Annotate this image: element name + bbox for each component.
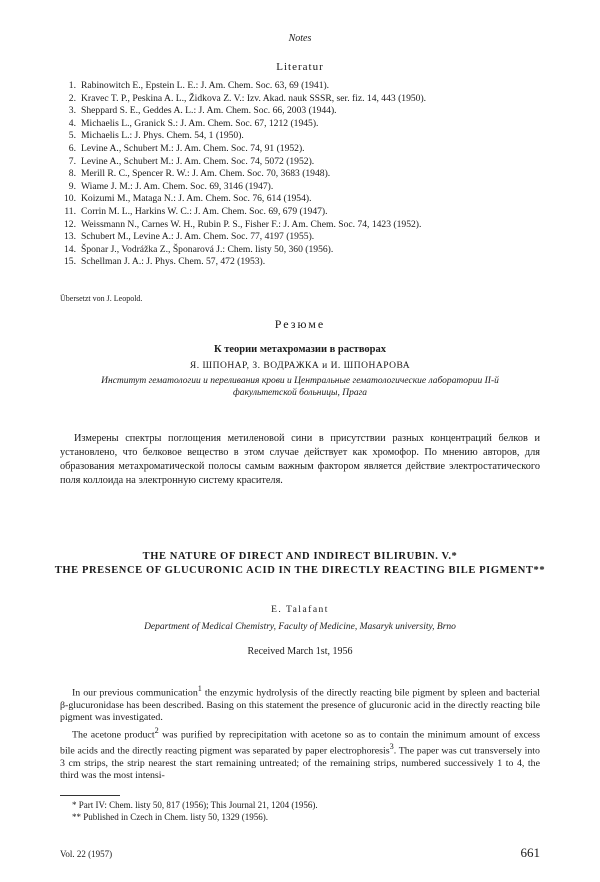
reference-text: Kravec T. P., Peskina A. L., Židkova Z. V.: Izv. Akad. nauk SSSR, ser. fiz. 14, 443 (1950).: [81, 92, 427, 104]
citation-mark: 1: [197, 684, 202, 693]
reference-text: Merill R. C., Spencer R. W.: J. Am. Chem. Soc. 70, 3683 (1948).: [81, 168, 331, 180]
reference-text: Levine A., Schubert M.: J. Am. Chem. Soc. 74, 5072 (1952).: [81, 155, 315, 167]
reference-number: 15.: [64, 256, 76, 268]
footnote-divider: [60, 795, 120, 796]
reference-text: Schubert M., Levine A.: J. Am. Chem. Soc. 77, 4197 (1955).: [81, 231, 315, 243]
reference-number: 12.: [64, 218, 76, 230]
reference-text: Šponar J., Vodrážka Z., Šponarová J.: Chem. listy 50, 360 (1956).: [81, 243, 334, 255]
reference-number: 7.: [68, 155, 76, 167]
reference-item: [60, 118, 560, 131]
footnote: * Part IV: Chem. listy 50, 817 (1956); This Journal 21, 1204 (1956).: [72, 800, 318, 810]
reference-number: 1.: [68, 80, 76, 91]
article-title-line: THE NATURE OF DIRECT AND INDIRECT BILIRUBIN. V.*: [142, 551, 458, 562]
reference-item: [60, 168, 560, 181]
citation-mark: 2: [154, 725, 159, 735]
reference-item: [60, 206, 560, 219]
reference-list: [60, 80, 560, 269]
reference-text: Michaelis L.: J. Phys. Chem. 54, 1 (1950).: [81, 130, 244, 142]
reference-number: 6.: [68, 142, 76, 154]
article-title: [40, 550, 560, 578]
reference-number: 9.: [68, 180, 76, 192]
reference-text: Corrin M. L., Harkins W. C.: J. Am. Chem. Soc. 69, 679 (1947).: [81, 205, 328, 217]
translator-note: Übersetzt von J. Leopold.: [60, 294, 143, 303]
reference-item: [60, 181, 560, 194]
reference-item: [60, 219, 560, 232]
reference-text: Wiame J. M.: J. Am. Chem. Soc. 69, 3146 (1947).: [81, 180, 274, 192]
reference-text: Rabinowitch E., Epstein L. E.: J. Am. Chem. Soc. 63, 69 (1941).: [81, 80, 330, 91]
page-number: 661: [520, 845, 540, 860]
reference-text: Sheppard S. E., Geddes A. L.: J. Am. Chem. Soc. 66, 2003 (1944).: [81, 105, 337, 117]
reference-number: 11.: [64, 205, 76, 217]
journal-volume: Vol. 22 (1957): [60, 849, 113, 859]
reference-text: Schellman J. A.: J. Phys. Chem. 57, 472 (1953).: [81, 256, 266, 268]
reference-item: [60, 256, 560, 269]
reference-item: [60, 80, 560, 93]
reference-number: 13.: [64, 231, 76, 243]
reference-number: 8.: [68, 168, 76, 180]
reference-item: [60, 244, 560, 257]
running-head: Notes: [288, 33, 312, 44]
reference-item: [60, 93, 560, 106]
reference-item: [60, 231, 560, 244]
article-title-line: THE PRESENCE OF GLUCURONIC ACID IN THE DIRECTLY REACTING BILE PIGMENT**: [54, 565, 546, 576]
reference-number: 14.: [64, 243, 76, 255]
footnote: ** Published in Czech in Chem. listy 50, 1329 (1956).: [72, 812, 268, 822]
body-paragraph: In our previous communication$^1$ the enzymic hydrolysis of the directly reacting bile pigment by spleen and bacterial β-glucuronidase has been described. Basing on this statement the presence of glucuronic acid in the directly reacting bile pigment was investigated.: [60, 684, 541, 724]
reference-item: [60, 193, 560, 206]
resume-authors: Я. ШПОНАР, З. ВОДРАЖКА и И. ШПОНАРОВА: [189, 361, 411, 371]
reference-number: 5.: [68, 130, 76, 142]
reference-text: Michaelis L., Granick S.: J. Am. Chem. Soc. 67, 1212 (1945).: [81, 117, 319, 129]
reference-text: Levine A., Schubert M.: J. Am. Chem. Soc. 74, 91 (1952).: [81, 142, 305, 154]
citation-mark: 3: [389, 742, 394, 752]
resume-affiliation: Институт гематологии и переливания крови и Центральные гематологические лаборатории II-й факультетской больницы, Прага: [101, 376, 499, 398]
reference-number: 2.: [68, 92, 76, 104]
reference-item: [60, 143, 560, 156]
body-paragraph: The acetone product$^2$ was purified by reprecipitation with acetone so as to contain the minimum amount of excess bile acids and the directly reacting pigment was separated by paper electrophoresis$^3$. The paper was cut transversely into 3 cm strips, the strip nearest the start remaining untreated; of the remaining strips, numbered successively 1 to 4, the third was the most intensi-: [60, 725, 540, 782]
reference-item: [60, 156, 560, 169]
literature-heading: Literatur: [276, 61, 324, 73]
reference-item: [60, 105, 560, 118]
reference-number: 3.: [68, 105, 76, 117]
article-affiliation: Department of Medical Chemistry, Faculty of Medicine, Masaryk university, Brno: [144, 622, 456, 632]
article-author: E. Talafant: [271, 605, 329, 615]
reference-text: Koizumi M., Mataga N.: J. Am. Chem. Soc. 76, 614 (1954).: [81, 193, 312, 205]
resume-title: К теории метахромазии в растворах: [213, 344, 387, 355]
article-body: [60, 683, 540, 783]
resume-heading: Резюме: [274, 317, 326, 331]
reference-text: Weissmann N., Carnes W. H., Rubin P. S., Fisher F.: J. Am. Chem. Soc. 74, 1423 (1952).: [81, 218, 422, 230]
footnotes: [72, 799, 542, 823]
resume-abstract: Измерены спектры поглощения метиленовой сини в присутствии разных концентраций белков и установлено, что белковое вещество в этом случае действует как хромофор. По мнению авторов, для образования метахроматической полосы самым важным фактором является действие электростатического поля коллоида на электронную систему красителя.: [60, 433, 540, 486]
reference-number: 4.: [68, 117, 76, 129]
reference-item: [60, 130, 560, 143]
reference-number: 10.: [64, 193, 76, 205]
received-date: Received March 1st, 1956: [247, 646, 353, 657]
